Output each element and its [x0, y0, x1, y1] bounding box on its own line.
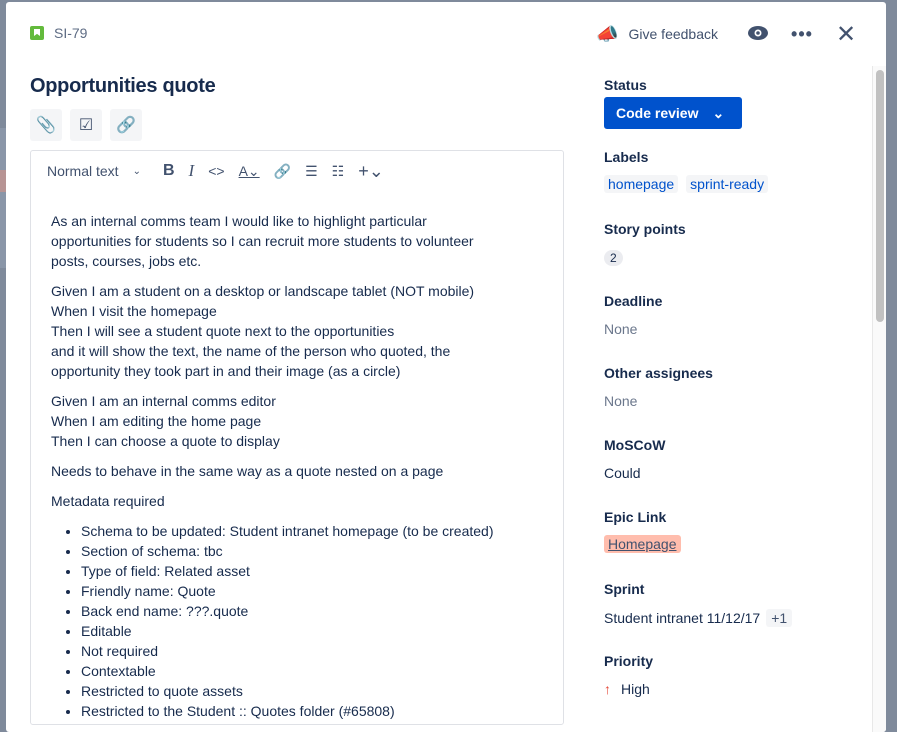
description-line: and it will show the text, the name of the person who quoted, the: [51, 343, 451, 359]
editor-toolbar: [31, 151, 563, 191]
issue-toolbar: [30, 109, 142, 141]
list-item: • Section of schema: tbc: [81, 541, 543, 561]
list-item: • Contextable: [81, 661, 543, 681]
italic-icon[interactable]: I: [188, 161, 195, 180]
numbered-list-icon[interactable]: ☷: [331, 162, 345, 179]
description-line: Needs to behave in the same way as a quote nested on a page: [51, 463, 444, 479]
list-item: • Restricted to the Student :: Quotes folder (#65808): [81, 701, 543, 721]
other-assignees-field: [604, 365, 713, 409]
story-points-label: Story points: [604, 221, 686, 237]
list-item: • Schema to be updated: Student intranet homepage (to be created): [81, 521, 543, 541]
deadline-field: [604, 293, 662, 337]
description-paragraph: [51, 281, 543, 381]
issue-modal: [6, 2, 886, 732]
description-line: Given I am a student on a desktop or landscape tablet (NOT mobile): [51, 283, 475, 299]
description-line: Then I will see a student quote next to the opportunities: [51, 323, 395, 339]
story-icon: [30, 26, 44, 40]
list-item: • Restricted to quote assets: [81, 681, 543, 701]
subtask-icon[interactable]: ☑: [70, 109, 102, 141]
list-item: • Not required: [81, 641, 543, 661]
description-line: Then I can choose a quote to display: [51, 433, 280, 449]
status-label: Status: [604, 77, 647, 93]
description-paragraph: [51, 211, 543, 271]
list-item: • Type of field: Related asset: [81, 561, 543, 581]
insert-plus-icon[interactable]: +⌄: [358, 160, 384, 181]
chevron-down-icon[interactable]: ⌄: [132, 165, 141, 177]
status-button[interactable]: [604, 97, 742, 129]
close-icon[interactable]: ✕: [835, 20, 857, 48]
label-tag[interactable]: sprint-ready: [686, 175, 768, 193]
sprint-value[interactable]: Student intranet 11/12/17: [604, 610, 761, 626]
epic-link-field: [604, 509, 681, 553]
description-paragraph: [51, 461, 543, 481]
list-item: • Editable: [81, 621, 543, 641]
priority-label: Priority: [604, 653, 654, 669]
epic-link[interactable]: Homepage: [604, 535, 681, 553]
description-line: Given I am an internal comms editor: [51, 393, 276, 409]
bullet-list-icon[interactable]: ☰: [305, 162, 318, 179]
give-feedback-button[interactable]: [596, 24, 718, 45]
arrow-up-icon: ↑: [604, 681, 611, 697]
priority-value[interactable]: High: [621, 681, 650, 697]
description-line: posts, courses, jobs etc.: [51, 253, 202, 269]
description-content[interactable]: [31, 191, 563, 721]
scrollbar[interactable]: [872, 66, 886, 732]
description-editor[interactable]: [30, 150, 564, 725]
deadline-label: Deadline: [604, 293, 663, 309]
chevron-down-icon: ⌄: [712, 104, 725, 121]
description-line: As an internal comms team I would like to highlight particular: [51, 213, 427, 229]
link-icon[interactable]: 🔗: [273, 162, 292, 179]
metadata-list: [51, 521, 543, 721]
description-line: opportunity they took part in and their image (as a circle): [51, 363, 401, 379]
sprint-field: [604, 581, 792, 627]
code-icon[interactable]: <>: [208, 163, 225, 179]
watch-eye-icon[interactable]: [746, 24, 770, 45]
moscow-field: [604, 437, 665, 481]
issue-key-label[interactable]: SI-79: [54, 25, 88, 41]
text-style-dropdown[interactable]: Normal text: [47, 163, 119, 179]
sprint-more-badge[interactable]: +1: [766, 609, 792, 627]
other-assignees-value[interactable]: None: [604, 393, 638, 409]
moscow-value[interactable]: Could: [604, 465, 641, 481]
bold-icon[interactable]: B: [162, 162, 175, 179]
moscow-label: MoSCoW: [604, 437, 666, 453]
description-line: When I visit the homepage: [51, 303, 217, 319]
description-paragraph: [51, 491, 543, 511]
description-line: When I am editing the home page: [51, 413, 262, 429]
description-line: Metadata required: [51, 493, 165, 509]
labels-field: [604, 149, 776, 193]
issue-key[interactable]: [30, 25, 87, 41]
description-line: opportunities for students so I can recruit more students to volunteer: [51, 233, 474, 249]
label-tag[interactable]: homepage: [604, 175, 678, 193]
other-assignees-label: Other assignees: [604, 365, 713, 381]
attach-icon[interactable]: 📎: [30, 109, 62, 141]
labels-label: Labels: [604, 149, 649, 165]
sprint-label: Sprint: [604, 581, 645, 597]
priority-field: [604, 653, 653, 697]
megaphone-icon: 📣: [596, 23, 619, 44]
issue-title[interactable]: Opportunities quote: [30, 75, 216, 97]
story-points-value[interactable]: 2: [604, 250, 623, 266]
description-paragraph: [51, 391, 543, 451]
status-field: [604, 77, 742, 129]
text-color-icon[interactable]: A⌄: [238, 162, 260, 179]
status-value: Code review: [616, 105, 699, 121]
list-item: • Friendly name: Quote: [81, 581, 543, 601]
more-icon[interactable]: •••: [791, 23, 813, 44]
link-icon[interactable]: 🔗: [110, 109, 142, 141]
give-feedback-label: Give feedback: [628, 26, 718, 42]
epic-link-label: Epic Link: [604, 509, 667, 525]
story-points-field: [604, 221, 686, 266]
deadline-value[interactable]: None: [604, 321, 638, 337]
scrollbar-thumb[interactable]: [876, 70, 884, 322]
header-actions: [596, 22, 886, 46]
list-item: • Back end name: ???.quote: [81, 601, 543, 621]
